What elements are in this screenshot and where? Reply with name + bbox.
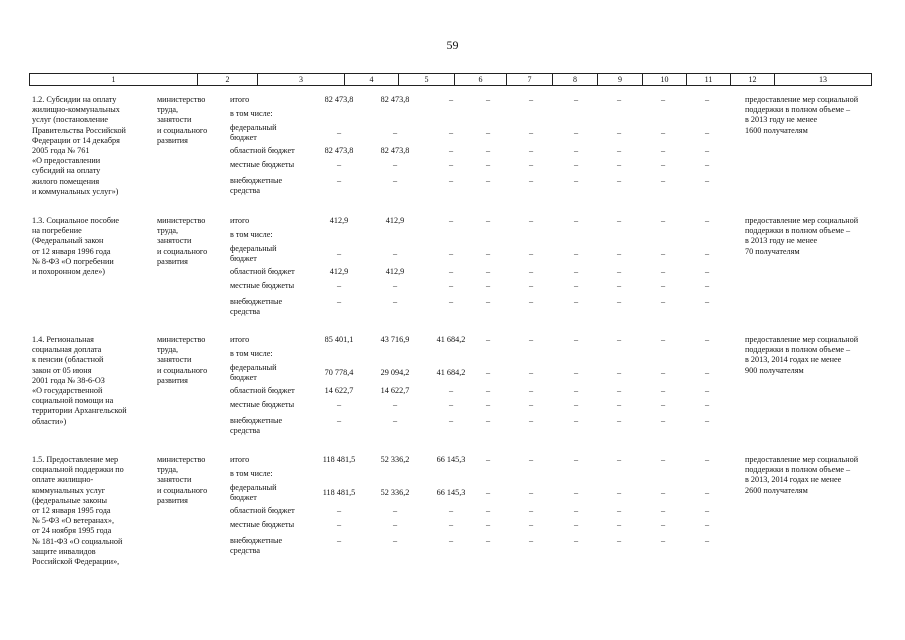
value-col-11: – bbox=[660, 160, 666, 169]
value-col-10: – bbox=[616, 176, 622, 185]
program-description: 1.3. Социальное пособие на погребение (Федеральный закон от 12 января 1996 года № 8-ФЗ «О погребении и похоронном деле») bbox=[32, 216, 120, 277]
value-col-9: – bbox=[573, 536, 579, 545]
value-col-4: – bbox=[336, 297, 342, 306]
value-col-11: – bbox=[660, 520, 666, 529]
value-col-10: – bbox=[616, 249, 622, 258]
value-col-5: – bbox=[392, 520, 398, 529]
column-header-row bbox=[29, 73, 872, 86]
funding-source-label: итого bbox=[230, 335, 250, 344]
value-col-6: – bbox=[448, 520, 454, 529]
value-col-11: – bbox=[660, 506, 666, 515]
column-header-13: 13 bbox=[819, 75, 827, 84]
value-col-12: – bbox=[704, 506, 710, 515]
value-col-6: – bbox=[448, 267, 454, 276]
value-col-6: 66 145,3 bbox=[436, 488, 466, 497]
value-col-4: – bbox=[336, 506, 342, 515]
value-col-10: – bbox=[616, 386, 622, 395]
value-col-7: – bbox=[485, 146, 491, 155]
funding-source-label: федеральный бюджет bbox=[230, 123, 277, 143]
value-col-9: – bbox=[573, 160, 579, 169]
value-col-12: – bbox=[704, 416, 710, 425]
funding-source-label: внебюджетные средства bbox=[230, 297, 283, 317]
column-header-9: 9 bbox=[598, 74, 643, 85]
value-col-9: – bbox=[573, 506, 579, 515]
value-col-6: – bbox=[448, 160, 454, 169]
column-header-5: 5 bbox=[399, 74, 455, 85]
value-col-12: – bbox=[704, 386, 710, 395]
value-col-11: – bbox=[660, 536, 666, 545]
value-col-9: – bbox=[573, 249, 579, 258]
value-col-12: – bbox=[704, 249, 710, 258]
value-col-11: – bbox=[660, 249, 666, 258]
value-col-7: – bbox=[485, 520, 491, 529]
value-col-4: – bbox=[336, 400, 342, 409]
funding-source-label: областной бюджет bbox=[230, 386, 295, 395]
value-col-6: 66 145,3 bbox=[436, 455, 466, 464]
funding-source-label: внебюджетные средства bbox=[230, 416, 283, 436]
value-col-12: – bbox=[704, 335, 710, 344]
value-col-12: – bbox=[704, 267, 710, 276]
value-col-6: – bbox=[448, 536, 454, 545]
value-col-6: – bbox=[448, 216, 454, 225]
value-col-9: – bbox=[573, 216, 579, 225]
funding-source-label: областной бюджет bbox=[230, 146, 295, 155]
value-col-12: – bbox=[704, 520, 710, 529]
expected-result: предоставление мер социальной поддержки в полном объеме – в 2013, 2014 годах не менее 2600 получателям bbox=[745, 455, 859, 495]
funding-source-label: местные бюджеты bbox=[230, 400, 295, 409]
funding-source-label: внебюджетные средства bbox=[230, 536, 283, 556]
value-col-8: – bbox=[528, 249, 534, 258]
value-col-4: – bbox=[336, 416, 342, 425]
value-col-5: – bbox=[392, 281, 398, 290]
value-col-6: – bbox=[448, 95, 454, 104]
value-col-5: – bbox=[392, 128, 398, 137]
value-col-7: – bbox=[485, 455, 491, 464]
value-col-4: – bbox=[336, 176, 342, 185]
executor: министерство труда, занятости и социального развития bbox=[157, 95, 208, 145]
value-col-6: – bbox=[448, 249, 454, 258]
value-col-4: 70 778,4 bbox=[324, 368, 354, 377]
value-col-6: – bbox=[448, 128, 454, 137]
funding-source-label: областной бюджет bbox=[230, 506, 295, 515]
value-col-12: – bbox=[704, 488, 710, 497]
value-col-5: 14 622,7 bbox=[380, 386, 410, 395]
value-col-5: 412,9 bbox=[385, 216, 405, 225]
value-col-12: – bbox=[704, 297, 710, 306]
column-header-1: 1 bbox=[30, 74, 198, 85]
funding-source-label: местные бюджеты bbox=[230, 160, 295, 169]
value-col-12: – bbox=[704, 95, 710, 104]
expected-result: предоставление мер социальной поддержки в полном объеме – в 2013, 2014 годах не менее 900 получателям bbox=[745, 335, 859, 375]
value-col-5: 82 473,8 bbox=[380, 95, 410, 104]
value-col-9: – bbox=[573, 128, 579, 137]
value-col-11: – bbox=[660, 95, 666, 104]
value-col-5: – bbox=[392, 160, 398, 169]
value-col-7: – bbox=[485, 216, 491, 225]
column-header-4: 4 bbox=[345, 74, 399, 85]
value-col-12: – bbox=[704, 128, 710, 137]
value-col-11: – bbox=[660, 488, 666, 497]
value-col-7: – bbox=[485, 249, 491, 258]
value-col-11: – bbox=[660, 400, 666, 409]
value-col-8: – bbox=[528, 506, 534, 515]
value-col-10: – bbox=[616, 368, 622, 377]
value-col-10: – bbox=[616, 455, 622, 464]
value-col-10: – bbox=[616, 216, 622, 225]
value-col-4: 118 481,5 bbox=[322, 455, 356, 464]
executor: министерство труда, занятости и социального развития bbox=[157, 455, 208, 505]
value-col-4: – bbox=[336, 536, 342, 545]
value-col-8: – bbox=[528, 520, 534, 529]
value-col-9: – bbox=[573, 455, 579, 464]
value-col-12: – bbox=[704, 455, 710, 464]
value-col-9: – bbox=[573, 267, 579, 276]
value-col-11: – bbox=[660, 216, 666, 225]
value-col-4: – bbox=[336, 160, 342, 169]
value-col-5: – bbox=[392, 249, 398, 258]
value-col-11: – bbox=[660, 176, 666, 185]
value-col-8: – bbox=[528, 281, 534, 290]
value-col-11: – bbox=[660, 335, 666, 344]
value-col-7: – bbox=[485, 416, 491, 425]
value-col-5: – bbox=[392, 400, 398, 409]
funding-source-label: в том числе: bbox=[230, 349, 273, 358]
funding-source-label: федеральный бюджет bbox=[230, 363, 277, 383]
value-col-8: – bbox=[528, 160, 534, 169]
value-col-4: – bbox=[336, 249, 342, 258]
value-col-12: – bbox=[704, 368, 710, 377]
value-col-5: – bbox=[392, 536, 398, 545]
value-col-4: – bbox=[336, 520, 342, 529]
value-col-10: – bbox=[616, 506, 622, 515]
value-col-6: – bbox=[448, 416, 454, 425]
value-col-7: – bbox=[485, 160, 491, 169]
value-col-11: – bbox=[660, 146, 666, 155]
program-description: 1.4. Региональная социальная доплата к пенсии (областной закон от 05 июня 2001 года № 38-6-ОЗ «О государственной социальной помощи на территории Архангельской области») bbox=[32, 335, 127, 426]
value-col-7: – bbox=[485, 95, 491, 104]
value-col-5: – bbox=[392, 176, 398, 185]
column-header-10: 10 bbox=[643, 74, 687, 85]
value-col-8: – bbox=[528, 416, 534, 425]
value-col-8: – bbox=[528, 267, 534, 276]
funding-source-label: итого bbox=[230, 455, 250, 464]
funding-source-label: итого bbox=[230, 216, 250, 225]
value-col-7: – bbox=[485, 506, 491, 515]
funding-source-label: в том числе: bbox=[230, 469, 273, 478]
column-header-2: 2 bbox=[198, 74, 258, 85]
value-col-5: 43 716,9 bbox=[380, 335, 410, 344]
funding-source-label: областной бюджет bbox=[230, 267, 295, 276]
value-col-8: – bbox=[528, 95, 534, 104]
value-col-8: – bbox=[528, 146, 534, 155]
value-col-5: 52 336,2 bbox=[380, 455, 410, 464]
funding-source-label: местные бюджеты bbox=[230, 520, 295, 529]
value-col-9: – bbox=[573, 176, 579, 185]
value-col-7: – bbox=[485, 128, 491, 137]
value-col-6: – bbox=[448, 297, 454, 306]
value-col-11: – bbox=[660, 297, 666, 306]
value-col-8: – bbox=[528, 455, 534, 464]
value-col-7: – bbox=[485, 281, 491, 290]
value-col-10: – bbox=[616, 128, 622, 137]
value-col-6: 41 684,2 bbox=[436, 335, 466, 344]
value-col-8: – bbox=[528, 216, 534, 225]
executor: министерство труда, занятости и социального развития bbox=[157, 335, 208, 385]
value-col-11: – bbox=[660, 267, 666, 276]
value-col-7: – bbox=[485, 400, 491, 409]
value-col-5: 412,9 bbox=[385, 267, 405, 276]
value-col-7: – bbox=[485, 386, 491, 395]
funding-source-label: федеральный бюджет bbox=[230, 483, 277, 503]
value-col-12: – bbox=[704, 216, 710, 225]
value-col-5: 52 336,2 bbox=[380, 488, 410, 497]
value-col-4: – bbox=[336, 281, 342, 290]
value-col-10: – bbox=[616, 297, 622, 306]
program-description: 1.5. Предоставление мер социальной поддержки по оплате жилищно- коммунальных услуг (федеральные законы от 12 января 1995 года № 5-ФЗ «О ветеранах», от 24 ноября 1995 года № 181-ФЗ «О социальной защите инвалидов Российской Федерации», bbox=[32, 455, 124, 567]
value-col-11: – bbox=[660, 368, 666, 377]
value-col-6: – bbox=[448, 281, 454, 290]
value-col-10: – bbox=[616, 146, 622, 155]
value-col-10: – bbox=[616, 400, 622, 409]
value-col-4: 14 622,7 bbox=[324, 386, 354, 395]
value-col-4: – bbox=[336, 128, 342, 137]
value-col-10: – bbox=[616, 160, 622, 169]
value-col-4: 412,9 bbox=[329, 267, 349, 276]
value-col-7: – bbox=[485, 267, 491, 276]
value-col-7: – bbox=[485, 176, 491, 185]
column-header-11: 11 bbox=[687, 74, 731, 85]
value-col-4: 118 481,5 bbox=[322, 488, 356, 497]
funding-source-label: внебюджетные средства bbox=[230, 176, 283, 196]
value-col-7: – bbox=[485, 488, 491, 497]
value-col-12: – bbox=[704, 536, 710, 545]
value-col-9: – bbox=[573, 335, 579, 344]
value-col-10: – bbox=[616, 488, 622, 497]
value-col-9: – bbox=[573, 297, 579, 306]
funding-source-label: в том числе: bbox=[230, 230, 273, 239]
value-col-7: – bbox=[485, 368, 491, 377]
value-col-9: – bbox=[573, 520, 579, 529]
column-header-3: 3 bbox=[258, 74, 345, 85]
funding-source-label: итого bbox=[230, 95, 250, 104]
column-header-12: 12 bbox=[731, 74, 775, 85]
value-col-10: – bbox=[616, 95, 622, 104]
value-col-10: – bbox=[616, 520, 622, 529]
value-col-8: – bbox=[528, 368, 534, 377]
value-col-9: – bbox=[573, 488, 579, 497]
value-col-4: 82 473,8 bbox=[324, 95, 354, 104]
value-col-9: – bbox=[573, 281, 579, 290]
executor: министерство труда, занятости и социального развития bbox=[157, 216, 208, 266]
value-col-8: – bbox=[528, 335, 534, 344]
value-col-9: – bbox=[573, 95, 579, 104]
value-col-5: – bbox=[392, 416, 398, 425]
value-col-7: – bbox=[485, 536, 491, 545]
value-col-7: – bbox=[485, 297, 491, 306]
value-col-10: – bbox=[616, 281, 622, 290]
value-col-6: 41 684,2 bbox=[436, 368, 466, 377]
value-col-8: – bbox=[528, 128, 534, 137]
value-col-8: – bbox=[528, 386, 534, 395]
column-header-7: 7 bbox=[507, 74, 553, 85]
value-col-6: – bbox=[448, 176, 454, 185]
value-col-8: – bbox=[528, 297, 534, 306]
value-col-6: – bbox=[448, 146, 454, 155]
value-col-12: – bbox=[704, 400, 710, 409]
value-col-6: – bbox=[448, 400, 454, 409]
value-col-10: – bbox=[616, 335, 622, 344]
value-col-10: – bbox=[616, 536, 622, 545]
value-col-10: – bbox=[616, 416, 622, 425]
value-col-12: – bbox=[704, 281, 710, 290]
value-col-12: – bbox=[704, 160, 710, 169]
value-col-9: – bbox=[573, 368, 579, 377]
value-col-9: – bbox=[573, 386, 579, 395]
column-header-6: 6 bbox=[455, 74, 507, 85]
value-col-10: – bbox=[616, 267, 622, 276]
value-col-4: 82 473,8 bbox=[324, 146, 354, 155]
value-col-11: – bbox=[660, 281, 666, 290]
value-col-8: – bbox=[528, 400, 534, 409]
value-col-4: 85 401,1 bbox=[324, 335, 354, 344]
value-col-11: – bbox=[660, 128, 666, 137]
value-col-5: 29 094,2 bbox=[380, 368, 410, 377]
value-col-11: – bbox=[660, 386, 666, 395]
value-col-6: – bbox=[448, 506, 454, 515]
expected-result: предоставление мер социальной поддержки в полном объеме – в 2013 году не менее 1600 получателям bbox=[745, 95, 859, 135]
value-col-8: – bbox=[528, 488, 534, 497]
value-col-4: 412,9 bbox=[329, 216, 349, 225]
value-col-9: – bbox=[573, 146, 579, 155]
value-col-7: – bbox=[485, 335, 491, 344]
value-col-6: – bbox=[448, 386, 454, 395]
value-col-5: – bbox=[392, 297, 398, 306]
value-col-12: – bbox=[704, 176, 710, 185]
value-col-5: – bbox=[392, 506, 398, 515]
value-col-9: – bbox=[573, 416, 579, 425]
funding-source-label: федеральный бюджет bbox=[230, 244, 277, 264]
value-col-8: – bbox=[528, 536, 534, 545]
value-col-8: – bbox=[528, 176, 534, 185]
column-header-8: 8 bbox=[553, 74, 598, 85]
page-number: 59 bbox=[446, 38, 459, 52]
funding-source-label: местные бюджеты bbox=[230, 281, 295, 290]
value-col-11: – bbox=[660, 455, 666, 464]
value-col-12: – bbox=[704, 146, 710, 155]
value-col-5: 82 473,8 bbox=[380, 146, 410, 155]
program-description: 1.2. Субсидии на оплату жилищно-коммунальных услуг (постановление Правительства Российской Федерации от 14 декабря 2005 года № 761 «О предоставлении субсидий на оплату жилого помещения и коммунальных услуг») bbox=[32, 95, 126, 196]
funding-source-label: в том числе: bbox=[230, 109, 273, 118]
value-col-11: – bbox=[660, 416, 666, 425]
expected-result: предоставление мер социальной поддержки в полном объеме – в 2013 году не менее 70 получателям bbox=[745, 216, 859, 256]
value-col-9: – bbox=[573, 400, 579, 409]
